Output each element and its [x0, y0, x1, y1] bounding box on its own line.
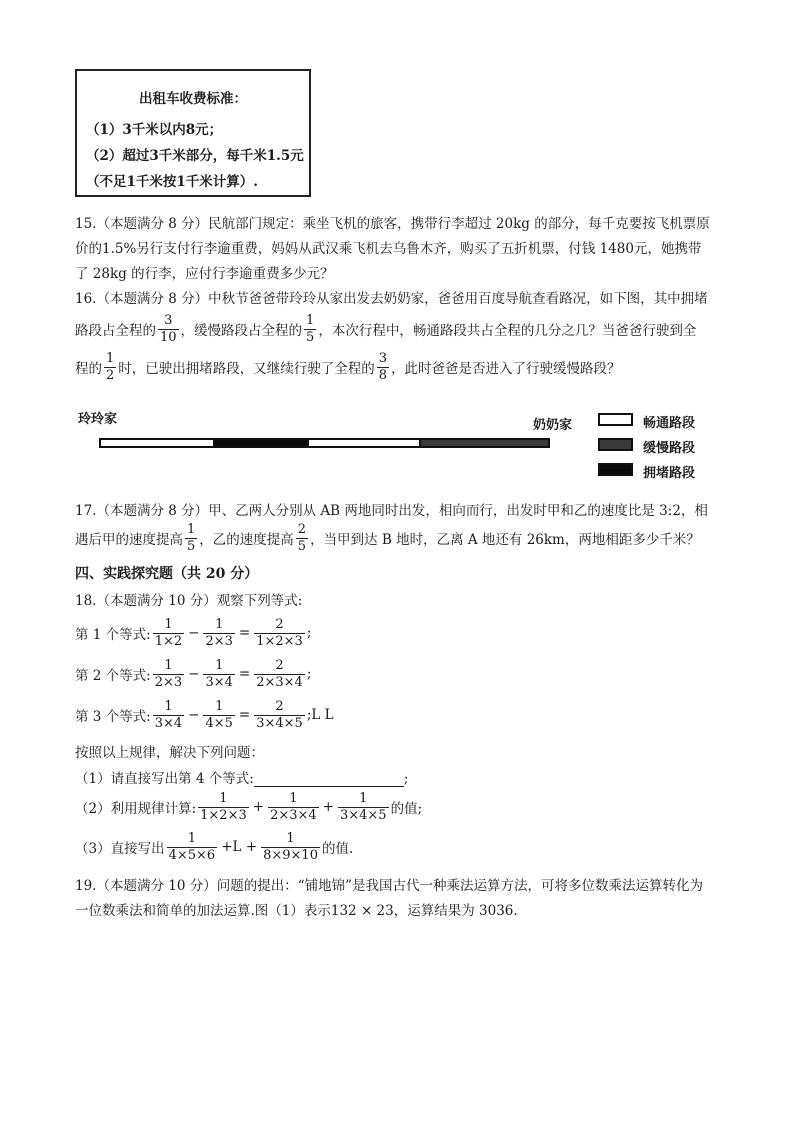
- fare-box-line-2: （2）超过3千米部分，每千米1.5元: [86, 148, 304, 164]
- fraction: $\frac{2}{1\times 2\times 3}$: [256, 616, 303, 649]
- legend-smooth-swatch: [598, 413, 633, 426]
- fraction-3-8: $\frac{3}{8}$: [378, 350, 388, 383]
- fraction-1-5: $\frac{1}{5}$: [187, 521, 196, 554]
- q16-line-1: 16.（本题满分 8 分）中秋节爸爸带玲玲从家出发去奶奶家，爸爸用百度导航查看路况，如下图，其中拥堵: [75, 291, 708, 307]
- q15-line-3: 了 28kg 的行李，应付行李逾重费多少元？: [75, 266, 334, 282]
- q19-line-2: 一位数乘法和简单的加法运算.图（1）表示132 × 23，运算结果为 3036.: [75, 903, 518, 919]
- q18-equation-2: 第 2 个等式: $\frac{1}{2\times 3}$ − $\frac{1}{3\times 4}$ = $\frac{2}{2\times 3\times 4}$ ;: [75, 657, 312, 690]
- q18-part-1: （1）请直接写出第 4 个等式: ;: [75, 771, 409, 787]
- answer-blank[interactable]: [254, 773, 404, 787]
- fraction: $\frac{1}{3\times 4}$: [205, 657, 233, 690]
- fare-box-line-3: （不足1千米按1千米计算）.: [86, 174, 258, 190]
- fraction: $\frac{2}{3\times 4\times 5}$: [256, 698, 303, 731]
- q19-line-1: 19.（本题满分 10 分）问题的提出：“铺地锦”是我国古代一种乘法运算方法，可将多位数乘法运算转化为: [75, 878, 704, 894]
- taxi-fare-box: [75, 69, 311, 197]
- legend-jam-label: 拥堵路段: [643, 466, 696, 481]
- fraction: $\frac{1}{4\times 5}$: [205, 698, 233, 731]
- route-segment-smooth: [99, 438, 215, 448]
- q17-line-1: 17.（本题满分 8 分）甲、乙两人分别从 AB 两地同时出发，相向而行，出发时甲和乙的速度比是 3:2，相: [75, 503, 708, 519]
- legend-jam-swatch: [598, 463, 633, 476]
- fraction: $\frac{1}{2\times 3}$: [154, 657, 183, 690]
- fraction: $\frac{1}{2\times 3}$: [205, 616, 233, 649]
- q18-part-2: （2）利用规律计算: $\frac{1}{1\times 2\times 3}$ + $\frac{1}{2\times 3\times 4}$ + $\frac{1}{3\times 4\times 5}$ 的值;: [75, 790, 423, 823]
- fraction-3-10: $\frac{3}{10}$: [160, 312, 177, 345]
- q17-line-2: 遇后甲的速度提高 $\frac{1}{5}$ ，乙的速度提高 $\frac{2}{5}$ ，当甲到达 B 地时，乙离 A 地还有 26km，两地相距多少千米？: [75, 521, 700, 554]
- fraction: $\frac{2}{2\times 3\times 4}$: [256, 657, 303, 690]
- fraction: $\frac{1}{4\times 5\times 6}$: [168, 830, 216, 863]
- fraction-1-5: $\frac{1}{5}$: [306, 312, 315, 345]
- route-segment-smooth: [307, 438, 421, 448]
- route-segment-jam: [213, 438, 309, 448]
- fraction: $\frac{1}{1\times 2}$: [154, 616, 183, 649]
- q16-line-3: 程的 $\frac{1}{2}$ 时，已驶出拥堵路段，又继续行驶了全程的 $\frac{3}{8}$ ，此时爸爸是否进入了行驶缓慢路段？: [75, 350, 621, 383]
- fare-box-line-1: （1）3千米以内8元；: [86, 122, 223, 138]
- fraction-2-5: $\frac{2}{5}$: [297, 521, 307, 554]
- fraction-1-2: $\frac{1}{2}$: [106, 350, 115, 383]
- legend-slow-swatch: [598, 438, 633, 451]
- map-end-label: 奶奶家: [533, 418, 573, 433]
- q18-equation-1: 第 1 个等式: $\frac{1}{1\times 2}$ − $\frac{1}{2\times 3}$ = $\frac{2}{1\times 2\times 3}$ ;: [75, 616, 312, 649]
- fare-box-title: 出租车收费标准：: [139, 91, 247, 107]
- fraction: $\frac{1}{2\times 3\times 4}$: [270, 790, 317, 823]
- legend-smooth-label: 畅通路段: [643, 416, 696, 431]
- q18-part-3: （3）直接写出 $\frac{1}{4\times 5\times 6}$ +L + $\frac{1}{8\times 9\times 10}$ 的值.: [75, 830, 354, 863]
- q18-equation-3: 第 3 个等式: $\frac{1}{3\times 4}$ − $\frac{1}{4\times 5}$ = $\frac{2}{3\times 4\times 5}$ ;L L: [75, 698, 334, 731]
- legend-slow-label: 缓慢路段: [643, 441, 696, 456]
- fraction: $\frac{1}{8\times 9\times 10}$: [263, 830, 318, 863]
- fraction: $\frac{1}{3\times 4}$: [154, 698, 183, 731]
- section-heading: 四、实践探究题（共 20 分）: [75, 566, 259, 582]
- route-segment-slow: [419, 438, 550, 448]
- map-start-label: 玲玲家: [78, 412, 118, 427]
- q15-line-1: 15.（本题满分 8 分）民航部门规定：乘坐飞机的旅客，携带行李超过 20kg 的部分，每千克要按飞机票原: [75, 216, 710, 232]
- q16-line-2: 路段占全程的 $\frac{3}{10}$ ，缓慢路段占全程的 $\frac{1}{5}$ ，本次行程中，畅通路段共占全程的几分之几？当爸爸行驶到全: [75, 312, 697, 345]
- fraction: $\frac{1}{3\times 4\times 5}$: [339, 790, 387, 823]
- q18-rule: 按照以上规律，解决下列问题：: [75, 745, 264, 761]
- q18-intro: 18.（本题满分 10 分）观察下列等式:: [75, 593, 303, 609]
- fraction: $\frac{1}{1\times 2\times 3}$: [200, 790, 247, 823]
- q15-line-2: 价的1.5%另行支付行李逾重费，妈妈从武汉乘飞机去乌鲁木齐，购买了五折机票，付钱 1480元，她携带: [75, 241, 702, 257]
